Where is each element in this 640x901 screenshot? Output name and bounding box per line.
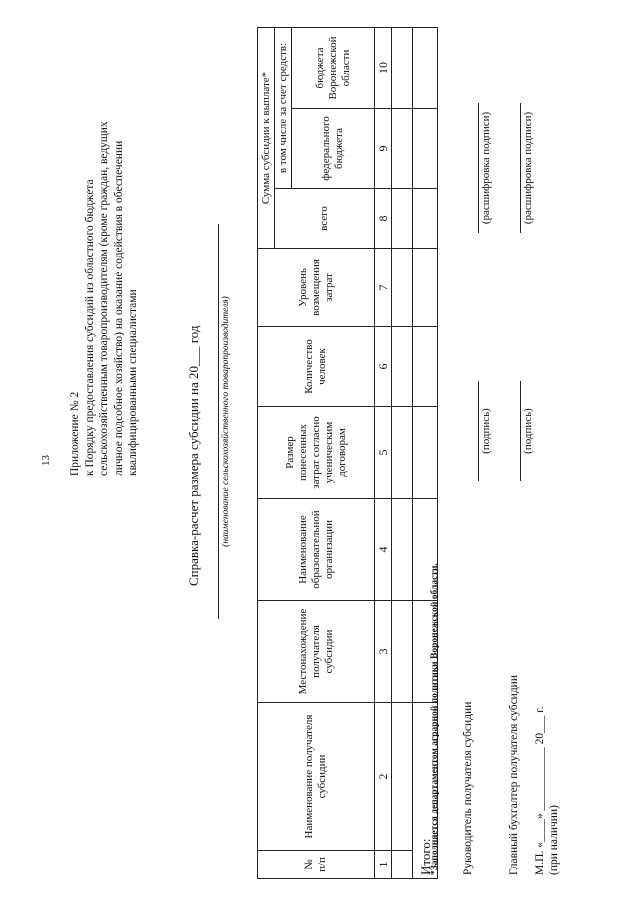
header-location: Местонахождение получателя субсидии — [258, 601, 375, 703]
seal-note: (при наличии) — [548, 805, 560, 875]
total-label: Итого: — [413, 703, 438, 879]
col-number: 6 — [375, 327, 392, 407]
table-cell — [413, 407, 438, 499]
col-number: 5 — [375, 407, 392, 499]
table-cell — [392, 327, 413, 407]
header-sum-group: Сумма субсидии к выплате* — [258, 27, 275, 248]
appendix-line: квалифицированными специалистами — [127, 289, 139, 476]
appendix-line: сельскохозяйственным товаропроизводителям (кроме граждан, ведущих — [98, 121, 110, 476]
header-people: Количество человек — [258, 327, 375, 407]
accountant-signature-label: Главный бухгалтер получателя субсидии — [508, 675, 520, 875]
header-costs: Размер понесенных затрат согласно ученическим договорам — [258, 407, 375, 499]
appendix-line: личное подсобное хозяйство) на оказание содействия в обеспечении — [112, 140, 125, 476]
accountant-transcript-caption: (расшифровка подписи) — [522, 111, 534, 225]
accountant-signature-line — [520, 381, 521, 481]
appendix-title: Приложение № 2 — [69, 391, 81, 476]
subsidy-table — [257, 27, 438, 879]
footnote: *Заполняется департаментом аграрной политики Воронежской области. — [430, 563, 440, 875]
table-cell — [413, 327, 438, 407]
table-cell — [392, 499, 413, 601]
header-level: Уровень возмещения затрат — [258, 249, 375, 327]
col-number: 3 — [375, 601, 392, 703]
appendix-line: к Порядку предоставления субсидий из областного бюджета — [83, 179, 96, 476]
header-num: № п/п — [258, 851, 375, 879]
col-number: 9 — [375, 109, 392, 189]
seal-date-line: М.П. «____» ___________ 20___ г. — [534, 706, 546, 875]
head-transcript-line — [478, 103, 479, 233]
table-cell — [413, 109, 438, 189]
col-number: 1 — [375, 851, 392, 879]
appendix-block — [68, 56, 141, 476]
header-recipient-name: Наименование получателя субсидии — [258, 703, 375, 851]
organization-name-line — [218, 224, 219, 619]
col-number: 2 — [375, 703, 392, 851]
header-federal: федерального бюджета — [292, 109, 375, 189]
table-cell — [413, 249, 438, 327]
table-cell — [392, 249, 413, 327]
document-title: Справка-расчет размера субсидии на 20___ год — [186, 325, 201, 586]
accountant-signature-caption: (подпись) — [522, 408, 534, 454]
header-incl: в том числе за счет средств: — [275, 27, 292, 188]
header-total: всего — [275, 189, 375, 249]
col-number: 8 — [375, 189, 392, 249]
header-regional: бюджета Воронежской области — [292, 27, 375, 108]
table-cell — [392, 189, 413, 249]
head-signature-label: Руководитель получателя субсидии — [462, 701, 474, 875]
table-cell — [392, 109, 413, 189]
column-number-row — [375, 27, 392, 878]
col-number: 10 — [375, 27, 392, 108]
organization-caption: (наименование сельскохозяйственного товаропроизводителя) — [221, 296, 231, 547]
table-cell — [392, 27, 413, 108]
table-cell — [392, 703, 413, 851]
page-number: 13 — [40, 455, 52, 466]
header-edu-org: Наименование образовательной организации — [258, 499, 375, 601]
table-cell — [392, 601, 413, 703]
col-number: 4 — [375, 499, 392, 601]
head-transcript-caption: (расшифровка подписи) — [480, 111, 492, 225]
table-cell — [413, 189, 438, 249]
table-cell — [392, 407, 413, 499]
accountant-transcript-line — [520, 103, 521, 233]
col-number: 7 — [375, 249, 392, 327]
head-signature-caption: (подпись) — [480, 408, 492, 454]
table-row — [392, 27, 413, 878]
table-cell — [413, 27, 438, 108]
table-cell — [392, 851, 413, 879]
head-signature-line — [478, 381, 479, 481]
